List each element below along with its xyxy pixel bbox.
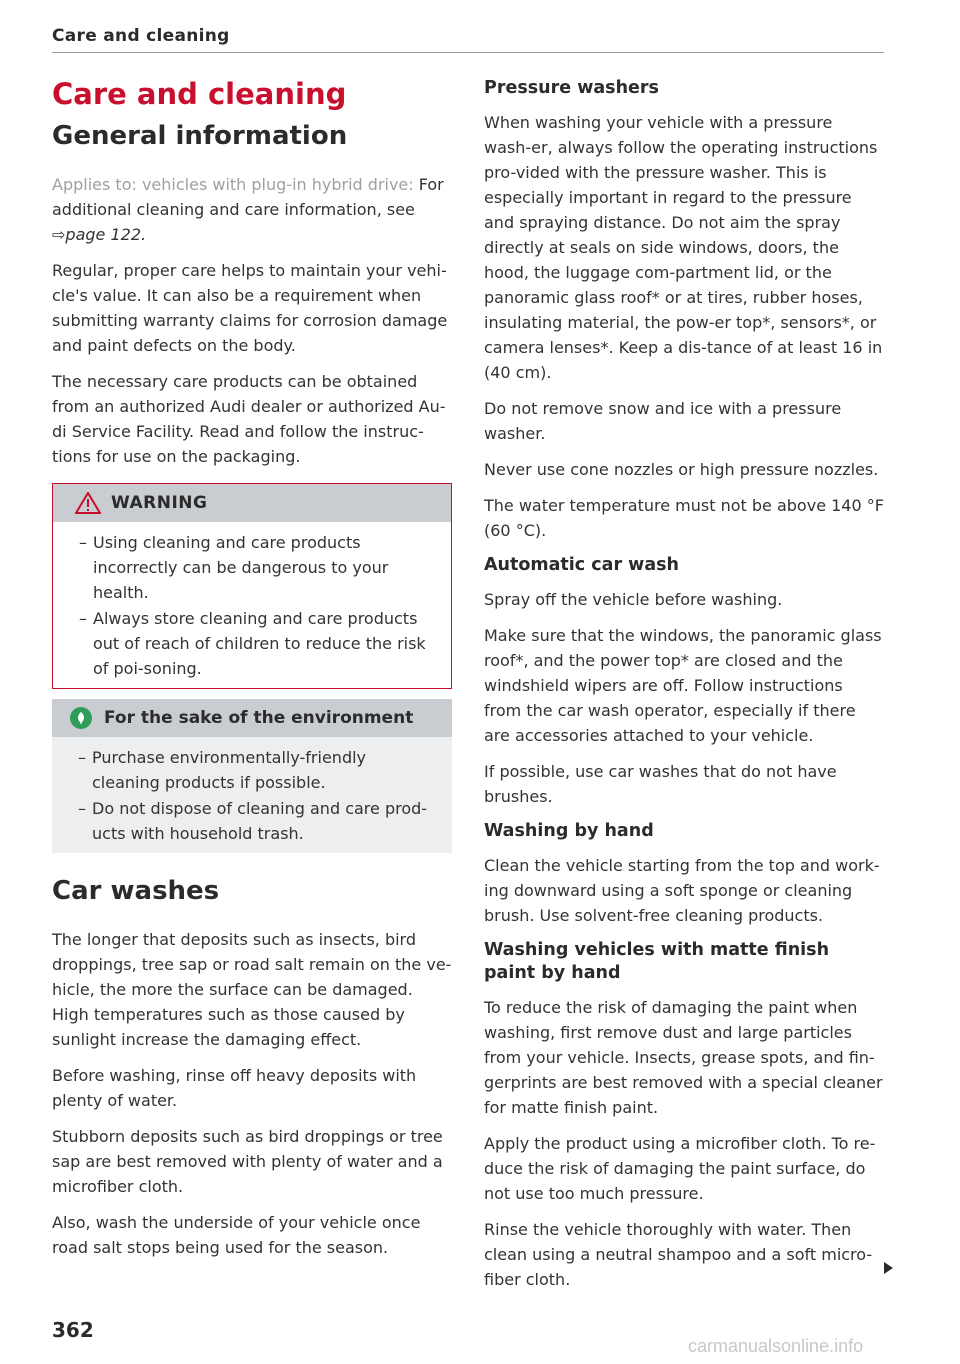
heading-pressure-washers: Pressure washers [484, 78, 659, 98]
paragraph-matte-3: Rinse the vehicle thoroughly with water. Then clean using a neutral shampoo and a soft micro-fiber cloth. [484, 1220, 873, 1289]
warning-triangle-icon [75, 492, 101, 514]
environment-leaf-icon [70, 707, 92, 729]
applies-paragraph [52, 172, 452, 247]
environment-box [52, 699, 452, 853]
applies-label: Applies to: vehicles with plug-in hybrid drive: [52, 175, 414, 194]
warning-item: – Always store cleaning and care products out of reach of children to reduce the risk of poi-soning. [67, 606, 437, 681]
paragraph-stubborn: Stubborn deposits such as bird droppings or tree sap are best removed with plenty of water and a microfiber cloth. [52, 1127, 443, 1196]
environment-body [52, 737, 452, 853]
paragraph-pressure-4: The water temperature must not be above 140 °F (60 °C). [484, 496, 884, 540]
header-rule [52, 52, 884, 53]
heading-washing-by-hand: Washing by hand [484, 821, 654, 841]
applies-text: For additional cleaning and care information, see [52, 175, 444, 219]
environment-item: – Do not dispose of cleaning and care prod-ucts with household trash. [66, 796, 438, 846]
right-column [484, 77, 884, 1303]
paragraph-underside: Also, wash the underside of your vehicle once road salt stops being used for the season. [52, 1213, 421, 1257]
page-number: 362 [52, 1318, 94, 1342]
warning-title: WARNING [111, 493, 208, 513]
paragraph-pressure-3: Never use cone nozzles or high pressure nozzles. [484, 460, 879, 479]
paragraph-regular-care: Regular, proper care helps to maintain your vehi-cle's value. It can also be a requirement when submitting warranty claims for corrosion damage and paint defects on the body. [52, 261, 448, 355]
paragraph-automatic-1: Spray off the vehicle before washing. [484, 590, 783, 609]
warning-body [53, 522, 451, 688]
paragraph-hand-1: Clean the vehicle starting from the top and work-ing downward using a soft sponge or cleaning brush. Use solvent-free cleaning products. [484, 856, 880, 925]
section-title-car-washes: Car washes [52, 876, 220, 906]
paragraph-automatic-2: Make sure that the windows, the panoramic glass roof*, and the power top* are closed and the windshield wipers are off. Follow instructions from the car wash operator, especially if there are accessories attached to your vehicle. [484, 626, 882, 745]
heading-matte-finish: Washing vehicles with matte finish paint by hand [484, 940, 830, 983]
paragraph-matte-1: To reduce the risk of damaging the paint when washing, first remove dust and large particles from your vehicle. Insects, grease spots, and fin-gerprints are best removed with a special cleaner for matte finish paint. [484, 998, 883, 1117]
paragraph-rinse: Before washing, rinse off heavy deposits with plenty of water. [52, 1066, 417, 1110]
warning-list [67, 530, 437, 681]
left-column [52, 70, 452, 1271]
environment-list [66, 745, 438, 846]
continue-arrow-icon [884, 1262, 893, 1274]
environment-item: – Purchase environmentally-friendly cleaning products if possible. [66, 745, 438, 795]
warning-item: – Using cleaning and care products incorrectly can be dangerous to your health. [67, 530, 437, 605]
chapter-title: Care and cleaning [52, 77, 347, 111]
paragraph-matte-2: Apply the product using a microfiber cloth. To re-duce the risk of damaging the paint surface, do not use too much pressure. [484, 1134, 876, 1203]
environment-header [52, 699, 452, 737]
paragraph-care-products: The necessary care products can be obtained from an authorized Audi dealer or authorized Au-di Service Facility. Read and follow the instruc-tions for use on the packaging. [52, 372, 446, 466]
page-reference-link[interactable]: ⇨page 122. [52, 225, 147, 244]
running-head: Care and cleaning [52, 26, 230, 46]
paragraph-pressure-2: Do not remove snow and ice with a pressure washer. [484, 399, 842, 443]
section-title-general-information: General information [52, 121, 348, 151]
paragraph-pressure-1: When washing your vehicle with a pressure wash-er, always follow the operating instructions pro-vided with the pressure washer. This is especially important in regard to the pressure and spraying distance. Do not aim the spray directly at seals on side windows, doors, the hood, the luggage com-partment lid, or the panoramic glass roof* or at tires, rubber hoses, insulating material, the pow-er top*, sensors*, or camera lenses*. Keep a dis-tance of at least 16 in (40 cm). [484, 113, 883, 382]
paragraph-automatic-3: If possible, use car washes that do not have brushes. [484, 762, 837, 806]
environment-title: For the sake of the environment [104, 708, 414, 728]
warning-header [53, 484, 451, 522]
heading-automatic-car-wash: Automatic car wash [484, 555, 680, 575]
warning-box [52, 483, 452, 689]
watermark: carmanualsonline.info [688, 1336, 864, 1356]
paragraph-deposits: The longer that deposits such as insects, bird droppings, tree sap or road salt remain on the ve-hicle, the more the surface can be damaged. High temperatures such as those caused by sunlight increase the damaging effect. [52, 930, 452, 1049]
